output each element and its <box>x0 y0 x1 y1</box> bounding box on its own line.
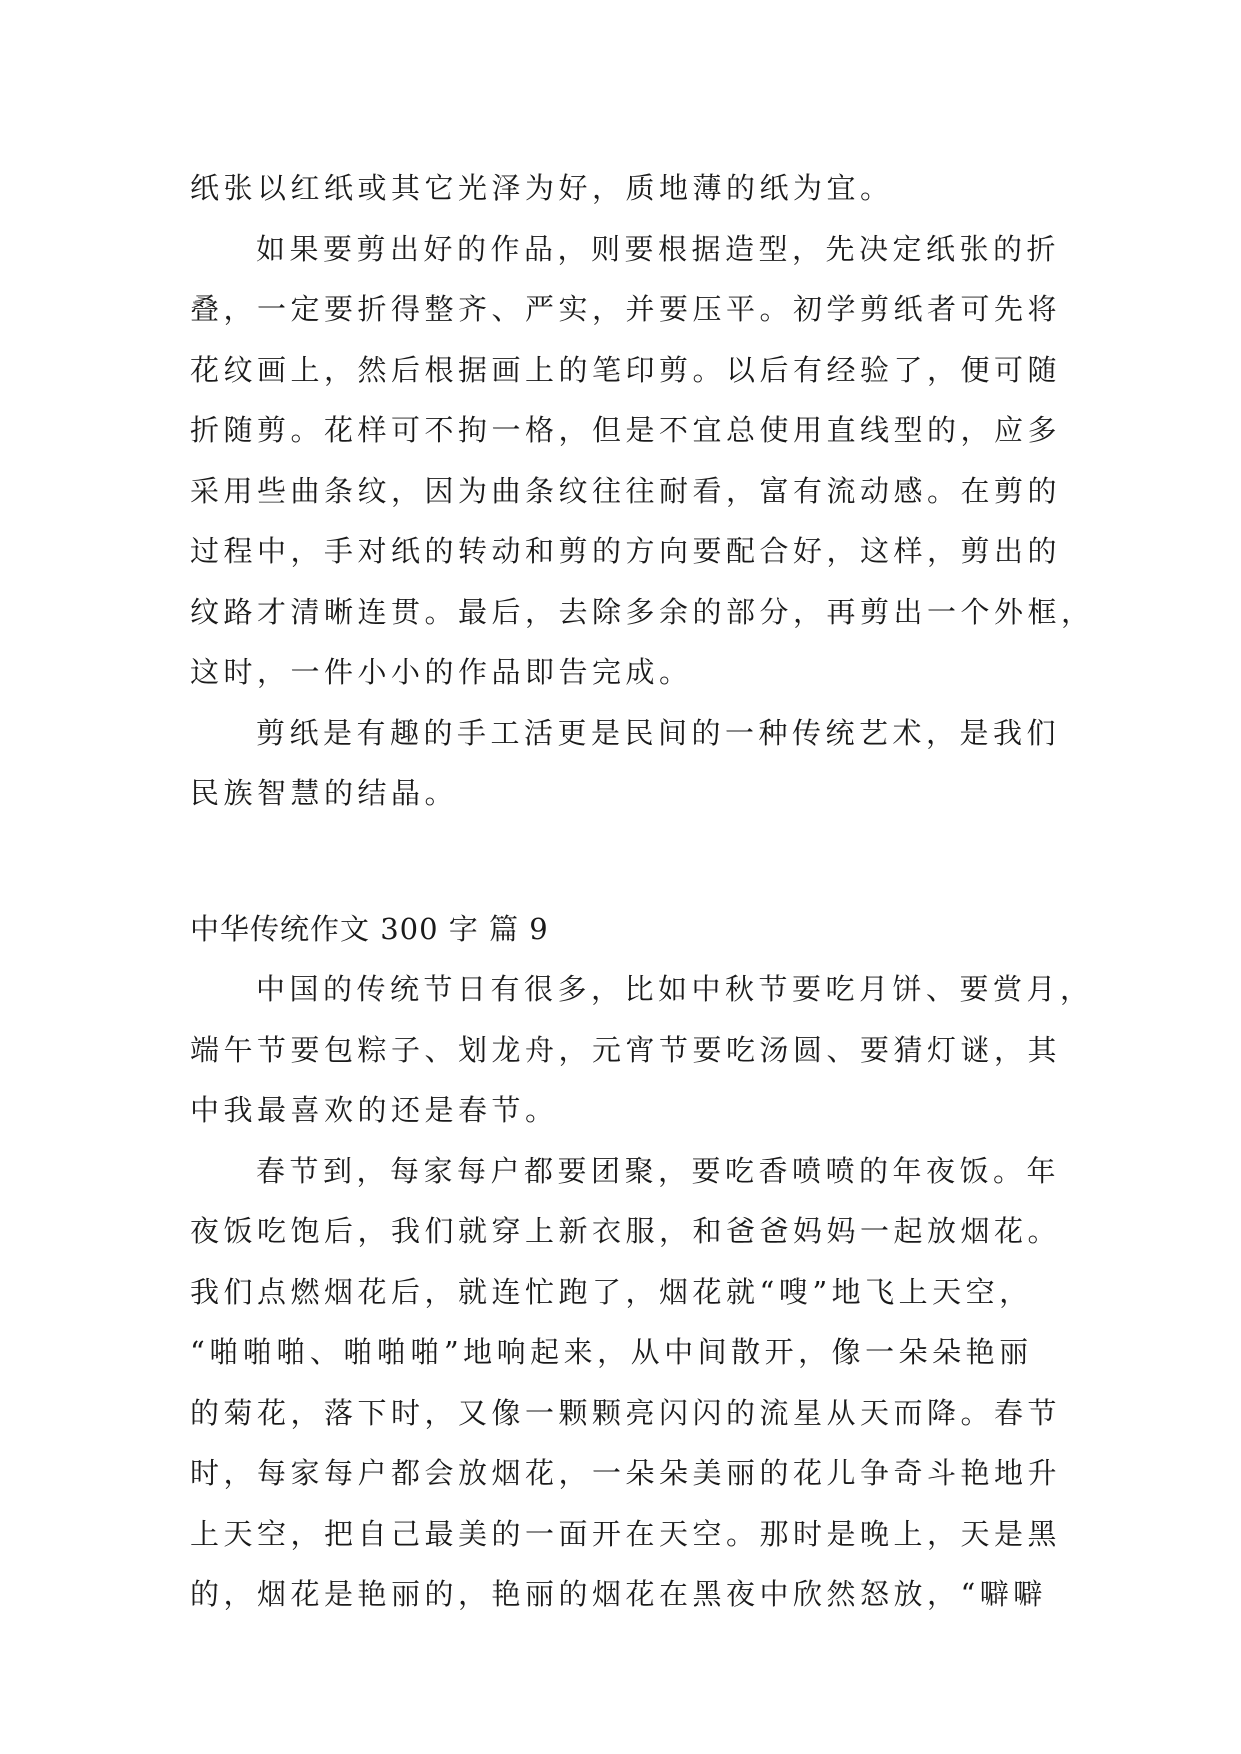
paragraph-line: 时，每家每户都会放烟花，一朵朵美丽的花儿争奇斗艳地升 <box>190 1456 1062 1490</box>
paragraph-line: 民族智慧的结晶。 <box>190 776 459 810</box>
paragraph-line: 中我最喜欢的还是春节。 <box>190 1093 559 1127</box>
document-body <box>190 158 1095 1625</box>
paragraph-line: 春节到，每家每户都要团聚，要吃香喷喷的年夜饭。年 <box>256 1153 1061 1188</box>
paragraph-line: 采用些曲条纹，因为曲条纹往往耐看，富有流动感。在剪的 <box>190 473 1062 508</box>
paragraph-line: 叠，一定要折得整齐、严实，并要压平。初学剪纸者可先将 <box>190 292 1062 326</box>
paragraph-line: 我们点燃烟花后，就连忙跑了，烟花就“嗖”地飞上天空， <box>190 1274 1033 1309</box>
paragraph-line: 夜饭吃饱后，我们就穿上新衣服，和爸爸妈妈一起放烟花。 <box>190 1214 1062 1248</box>
paragraph-line: 这时，一件小小的作品即告完成。 <box>190 655 693 689</box>
paragraph-line: 端午节要包粽子、划龙舟，元宵节要吃汤圆、要猜灯谜，其 <box>190 1032 1062 1067</box>
spring-festival-section <box>190 899 1094 1625</box>
paragraph-line: 的菊花，落下时，又像一颗颗亮闪闪的流星从天而降。春节 <box>190 1395 1062 1430</box>
paragraph-line: 上天空，把自己最美的一面开在天空。那时是晚上，天是黑 <box>190 1516 1062 1551</box>
paragraph-line: 剪纸是有趣的手工活更是民间的一种传统艺术，是我们 <box>256 715 1061 750</box>
paper-cutting-section <box>190 158 1095 824</box>
paragraph-line: 的，烟花是艳丽的，艳丽的烟花在黑夜中欣然怒放，“噼噼 <box>190 1577 1047 1611</box>
section-heading: 中华传统作文 300 字 篇 9 <box>190 911 549 946</box>
paragraph-line: 折随剪。花样可不拘一格，但是不宜总使用直线型的，应多 <box>190 413 1062 447</box>
paragraph-line: “啪啪啪、啪啪啪”地响起来，从中间散开，像一朵朵艳丽 <box>190 1335 1033 1369</box>
paragraph-line: 如果要剪出好的作品，则要根据造型，先决定纸张的折 <box>256 231 1061 266</box>
paragraph-line: 中国的传统节日有很多，比如中秋节要吃月饼、要赏月， <box>256 972 1094 1006</box>
section-gap <box>190 824 1060 899</box>
paragraph-line: 纸张以红纸或其它光泽为好，质地薄的纸为宜。 <box>190 171 894 205</box>
paragraph-line: 纹路才清晰连贯。最后，去除多余的部分，再剪出一个外框， <box>190 594 1095 629</box>
paragraph-line: 过程中，手对纸的转动和剪的方向要配合好，这样，剪出的 <box>190 534 1062 568</box>
paragraph-line: 花纹画上，然后根据画上的笔印剪。以后有经验了，便可随 <box>190 352 1062 387</box>
